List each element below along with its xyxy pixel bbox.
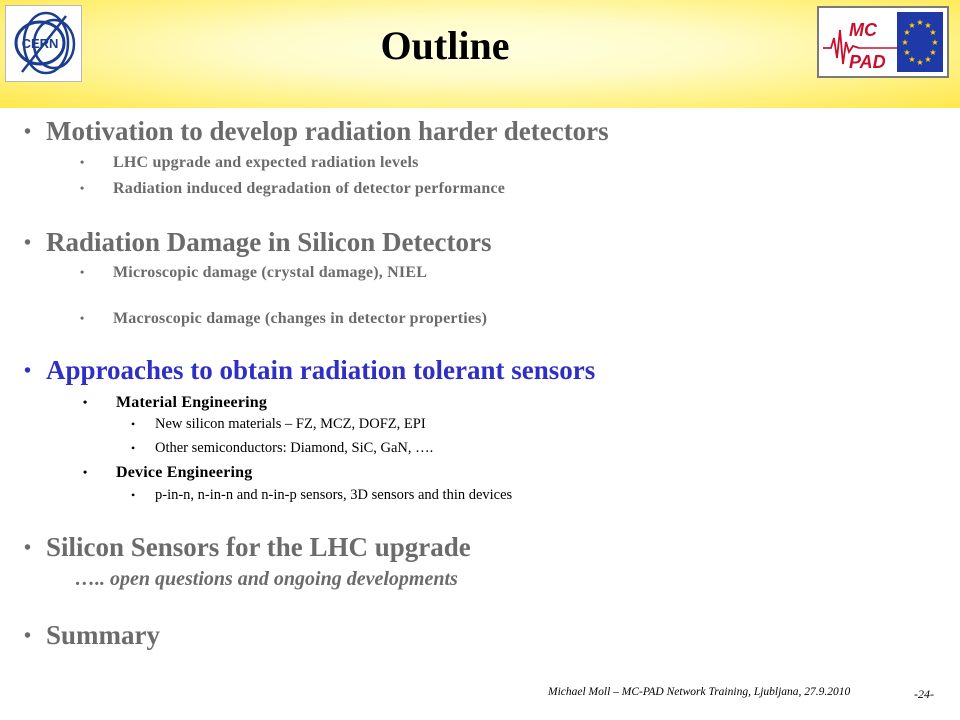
outline-subitem [80, 308, 487, 329]
bullet-icon: • [24, 360, 32, 382]
outline-subitem [83, 462, 252, 483]
bullet-icon: • [24, 121, 32, 143]
cern-logo-text: CERN [21, 36, 59, 51]
outline-subitem [80, 152, 419, 173]
bullet-icon: • [131, 441, 136, 455]
outline-subsubitem-text: New silicon materials – FZ, MCZ, DOFZ, EPI [155, 416, 426, 432]
bullet-icon: • [24, 625, 32, 647]
outline-subsubitem [131, 486, 512, 504]
page-number: -24- [914, 687, 934, 701]
svg-text:★: ★ [903, 28, 911, 37]
outline-subitem [83, 392, 267, 413]
bullet-icon: • [131, 417, 136, 431]
bullet-icon: • [24, 537, 32, 559]
bullet-icon: • [80, 181, 85, 195]
bullet-icon: • [80, 155, 85, 169]
slide-header [0, 0, 960, 108]
outline-item-motivation [24, 115, 609, 148]
outline-note: ….. open questions and ongoing developments [75, 568, 458, 590]
svg-text:★: ★ [908, 55, 916, 64]
outline-item-silicon-sensors [24, 531, 471, 564]
svg-text:★: ★ [908, 21, 916, 30]
svg-text:★: ★ [929, 28, 937, 37]
svg-text:★: ★ [916, 58, 924, 67]
outline-subitem-text: Radiation induced degradation of detector performance [113, 180, 506, 197]
outline-heading: Summary [46, 620, 160, 650]
svg-text:★: ★ [929, 48, 937, 57]
outline-subitem-text: Material Engineering [116, 394, 268, 411]
outline-subitem-text: Macroscopic damage (changes in detector properties) [113, 310, 488, 327]
outline-subitem [80, 178, 505, 199]
outline-subitem [80, 262, 427, 283]
outline-subsubitem [131, 415, 426, 433]
outline-heading: Silicon Sensors for the LHC upgrade [46, 532, 471, 562]
outline-heading: Motivation to develop radiation harder detectors [46, 116, 609, 146]
bullet-icon: • [83, 395, 88, 409]
outline-heading: Radiation Damage in Silicon Detectors [46, 227, 492, 257]
svg-text:★: ★ [931, 38, 939, 47]
outline-heading: Approaches to obtain radiation tolerant sensors [46, 355, 596, 385]
svg-text:★: ★ [901, 38, 909, 47]
mcpad-logo-icon [819, 8, 947, 76]
svg-text:★: ★ [924, 21, 932, 30]
bullet-icon: • [80, 311, 85, 325]
mcpad-logo-text-top: MC [849, 20, 877, 40]
svg-text:★: ★ [916, 18, 924, 27]
outline-subsubitem-text: Other semiconductors: Diamond, SiC, GaN, …. [155, 440, 434, 456]
outline-item-summary [24, 619, 160, 652]
outline-subsubitem-text: p-in-n, n-in-n and n-in-p sensors, 3D sensors and thin devices [155, 487, 513, 503]
outline-subsubitem [131, 439, 433, 457]
outline-subitem-text: Device Engineering [116, 464, 253, 481]
footer-credit: Michael Moll – MC-PAD Network Training, Ljubljana, 27.9.2010 [548, 686, 851, 698]
outline-item-radiation-damage [24, 226, 491, 259]
bullet-icon: • [24, 232, 32, 254]
bullet-icon: • [83, 465, 88, 479]
outline-item-approaches [24, 354, 595, 387]
bullet-icon: • [131, 488, 136, 502]
slide-title: Outline [380, 23, 510, 68]
outline-subitem-text: LHC upgrade and expected radiation levels [113, 154, 419, 171]
mcpad-logo-text-bottom: PAD [849, 52, 886, 72]
svg-text:★: ★ [924, 55, 932, 64]
svg-text:★: ★ [903, 48, 911, 57]
mcpad-logo [817, 6, 949, 78]
outline-subitem-text: Microscopic damage (crystal damage), NIEL [113, 264, 428, 281]
bullet-icon: • [80, 265, 85, 279]
